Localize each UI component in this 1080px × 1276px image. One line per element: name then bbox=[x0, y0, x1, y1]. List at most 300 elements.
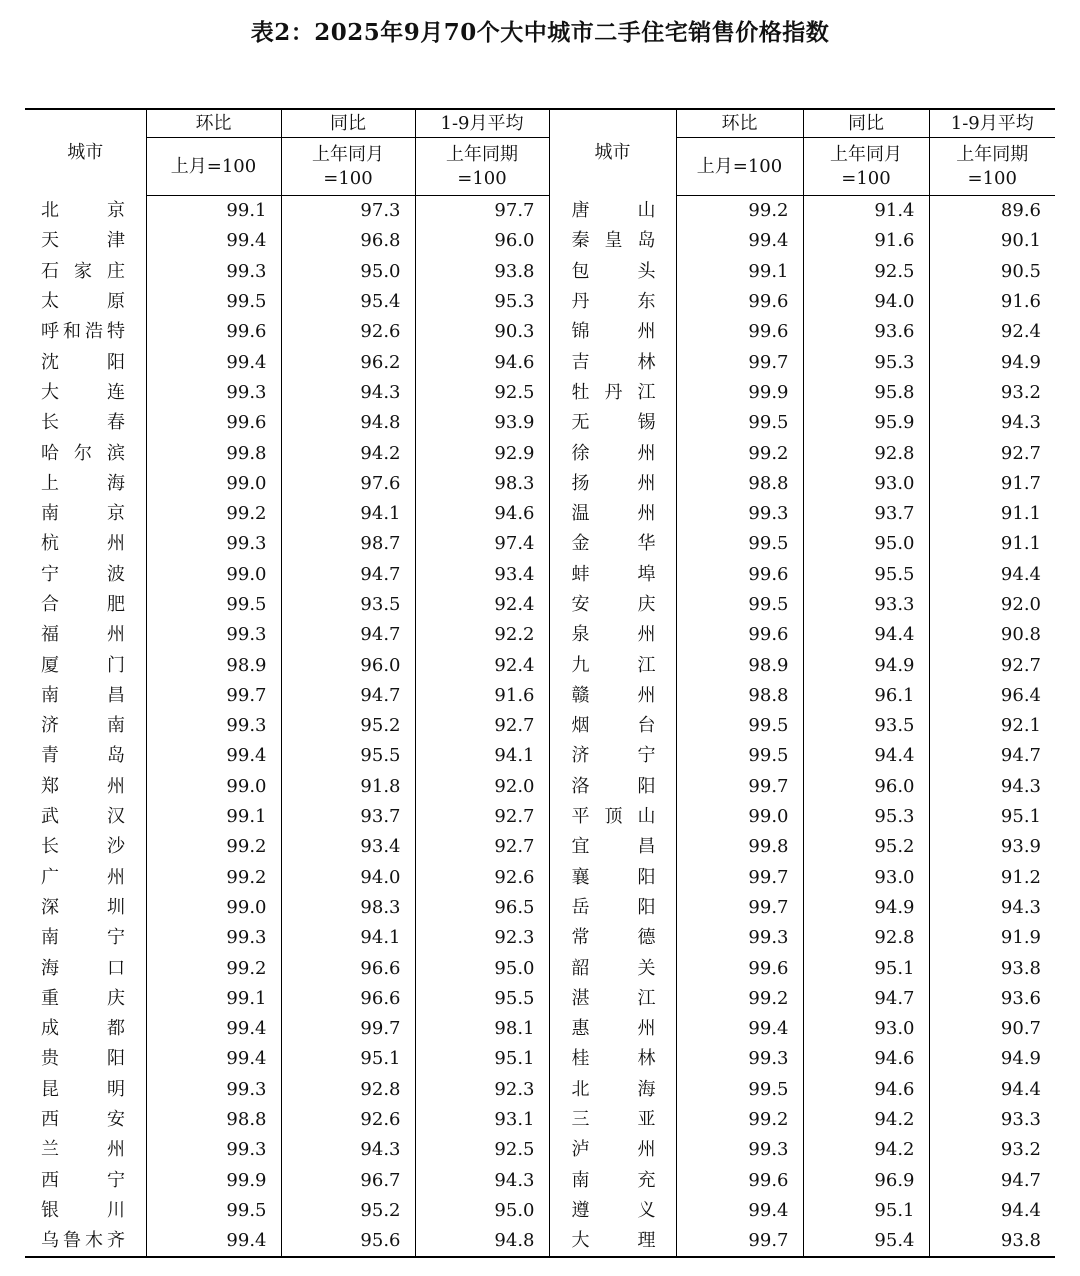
city-char: 肥 bbox=[107, 594, 125, 615]
header-yoy-base-line1: 上年同月 bbox=[312, 143, 384, 165]
city-char: 济 bbox=[571, 745, 590, 767]
city-cell bbox=[25, 1075, 146, 1105]
city-char: 台 bbox=[637, 715, 656, 737]
city-name bbox=[41, 1014, 125, 1044]
city-char: 口 bbox=[107, 957, 125, 979]
mom-cell: 99.1 bbox=[146, 196, 281, 227]
mom-cell: 99.0 bbox=[146, 772, 281, 802]
yoy-cell: 94.7 bbox=[281, 681, 415, 711]
avg-cell-2: 96.4 bbox=[929, 681, 1055, 711]
avg-cell: 98.3 bbox=[415, 469, 549, 499]
city-cell-2 bbox=[549, 196, 676, 227]
city-char: 郑 bbox=[41, 775, 59, 797]
page-title: 表2：2025年9月70个大中城市二手住宅销售价格指数 bbox=[250, 19, 830, 46]
header-avg-base-2 bbox=[929, 138, 1055, 196]
table-row bbox=[25, 741, 1055, 771]
mom-cell-2: 99.9 bbox=[676, 378, 803, 408]
city-name bbox=[41, 923, 125, 953]
city-char: 泉 bbox=[571, 624, 590, 646]
avg-cell: 95.5 bbox=[415, 984, 549, 1014]
city-name bbox=[572, 984, 656, 1014]
city-name bbox=[572, 1226, 656, 1256]
mom-cell: 99.5 bbox=[146, 590, 281, 620]
table-row bbox=[25, 620, 1055, 650]
avg-cell: 93.9 bbox=[415, 408, 549, 438]
city-char: 岳 bbox=[571, 896, 590, 918]
mom-cell-2: 99.3 bbox=[676, 1044, 803, 1074]
mom-cell: 99.3 bbox=[146, 1135, 281, 1165]
city-char: 泸 bbox=[571, 1139, 590, 1161]
mom-cell-2: 98.8 bbox=[676, 681, 803, 711]
city-name bbox=[41, 560, 125, 590]
yoy-cell-2: 96.1 bbox=[803, 681, 929, 711]
city-char: 韶 bbox=[571, 957, 590, 979]
table-row bbox=[25, 438, 1055, 468]
mom-cell: 99.8 bbox=[146, 438, 281, 468]
city-char: 太 bbox=[41, 291, 59, 313]
city-name bbox=[41, 590, 125, 620]
avg-cell-2: 94.3 bbox=[929, 893, 1055, 923]
city-char: 京 bbox=[107, 199, 125, 221]
city-cell-2 bbox=[549, 1044, 676, 1074]
table-row bbox=[25, 923, 1055, 953]
avg-cell: 93.8 bbox=[415, 257, 549, 287]
city-char: 西 bbox=[41, 1169, 59, 1191]
city-cell bbox=[25, 620, 146, 650]
yoy-cell: 94.7 bbox=[281, 620, 415, 650]
table-row bbox=[25, 1105, 1055, 1135]
city-name bbox=[41, 196, 125, 226]
city-char: 上 bbox=[41, 472, 59, 494]
city-char: 德 bbox=[637, 927, 656, 949]
city-char: 昌 bbox=[637, 836, 656, 858]
avg-cell-2: 95.1 bbox=[929, 802, 1055, 832]
city-name bbox=[41, 681, 125, 711]
avg-cell: 92.4 bbox=[415, 590, 549, 620]
city-cell-2 bbox=[549, 529, 676, 559]
mom-cell: 99.4 bbox=[146, 1014, 281, 1044]
mom-cell-2: 99.2 bbox=[676, 438, 803, 468]
city-char: 宁 bbox=[107, 1169, 125, 1191]
yoy-cell: 96.6 bbox=[281, 984, 415, 1014]
table-row bbox=[25, 1135, 1055, 1165]
city-char: 济 bbox=[41, 715, 59, 737]
table-row bbox=[25, 681, 1055, 711]
yoy-cell-2: 91.6 bbox=[803, 226, 929, 256]
city-char: 理 bbox=[637, 1230, 656, 1252]
city-char: 蚌 bbox=[571, 563, 590, 585]
table-row bbox=[25, 802, 1055, 832]
avg-cell-2: 93.2 bbox=[929, 1135, 1055, 1165]
city-char: 岛 bbox=[637, 230, 656, 252]
city-cell-2 bbox=[549, 1014, 676, 1044]
city-name bbox=[572, 287, 656, 317]
table-row bbox=[25, 984, 1055, 1014]
city-char: 南 bbox=[41, 503, 59, 525]
city-char: 桂 bbox=[571, 1048, 590, 1070]
city-char: 沙 bbox=[107, 836, 125, 858]
mom-cell-2: 99.6 bbox=[676, 287, 803, 317]
mom-cell: 99.4 bbox=[146, 347, 281, 377]
yoy-cell: 98.7 bbox=[281, 529, 415, 559]
city-char: 浩 bbox=[85, 321, 103, 343]
city-char: 江 bbox=[637, 654, 656, 676]
header-city: 城市 bbox=[25, 109, 146, 196]
city-char: 锡 bbox=[637, 412, 656, 434]
city-char: 海 bbox=[107, 472, 125, 494]
city-char: 石 bbox=[41, 260, 59, 282]
mom-cell: 99.5 bbox=[146, 287, 281, 317]
header-mom-base-2: 上月=100 bbox=[676, 138, 803, 196]
table-row bbox=[25, 499, 1055, 529]
city-char: 川 bbox=[107, 1199, 125, 1221]
mom-cell-2: 99.6 bbox=[676, 560, 803, 590]
yoy-cell: 98.3 bbox=[281, 893, 415, 923]
city-char: 九 bbox=[571, 654, 590, 676]
city-char: 齐 bbox=[107, 1230, 125, 1252]
city-name bbox=[572, 741, 656, 771]
city-name bbox=[572, 469, 656, 499]
city-char: 武 bbox=[41, 806, 59, 828]
mom-cell-2: 99.5 bbox=[676, 741, 803, 771]
city-cell-2 bbox=[549, 1105, 676, 1135]
city-cell bbox=[25, 1166, 146, 1196]
city-char: 义 bbox=[637, 1199, 656, 1221]
city-cell-2 bbox=[549, 681, 676, 711]
city-name bbox=[572, 1135, 656, 1165]
city-char: 宁 bbox=[637, 745, 656, 767]
yoy-cell: 93.7 bbox=[281, 802, 415, 832]
city-name bbox=[41, 1196, 125, 1226]
city-char: 平 bbox=[571, 806, 590, 828]
city-name bbox=[41, 954, 125, 984]
city-name bbox=[41, 711, 125, 741]
mom-cell-2: 99.7 bbox=[676, 347, 803, 377]
table-row bbox=[25, 196, 1055, 227]
city-name bbox=[572, 651, 656, 681]
city-name bbox=[41, 651, 125, 681]
avg-cell-2: 93.8 bbox=[929, 953, 1055, 983]
mom-cell: 99.2 bbox=[146, 953, 281, 983]
mom-cell: 99.1 bbox=[146, 802, 281, 832]
yoy-cell: 92.6 bbox=[281, 1105, 415, 1135]
city-name bbox=[41, 893, 125, 923]
table-row bbox=[25, 832, 1055, 862]
table-body bbox=[25, 196, 1055, 1258]
city-char: 北 bbox=[41, 199, 59, 221]
yoy-cell-2: 94.9 bbox=[803, 893, 929, 923]
mom-cell-2: 99.2 bbox=[676, 196, 803, 227]
city-cell-2 bbox=[549, 257, 676, 287]
mom-cell: 99.6 bbox=[146, 317, 281, 347]
city-cell-2 bbox=[549, 317, 676, 347]
city-name bbox=[572, 560, 656, 590]
mom-cell: 99.0 bbox=[146, 893, 281, 923]
mom-cell-2: 99.6 bbox=[676, 953, 803, 983]
city-char: 木 bbox=[85, 1230, 103, 1252]
city-char: 宜 bbox=[571, 836, 590, 858]
city-cell bbox=[25, 802, 146, 832]
yoy-cell-2: 94.9 bbox=[803, 650, 929, 680]
city-cell bbox=[25, 1196, 146, 1226]
city-char: 家 bbox=[74, 260, 92, 282]
mom-cell: 99.3 bbox=[146, 1075, 281, 1105]
yoy-cell: 95.6 bbox=[281, 1226, 415, 1257]
city-cell-2 bbox=[549, 953, 676, 983]
city-name bbox=[41, 741, 125, 771]
yoy-cell-2: 94.6 bbox=[803, 1075, 929, 1105]
city-cell-2 bbox=[549, 438, 676, 468]
city-char: 东 bbox=[637, 291, 656, 313]
avg-cell-2: 93.8 bbox=[929, 1226, 1055, 1257]
yoy-cell-2: 94.2 bbox=[803, 1135, 929, 1165]
city-char: 阳 bbox=[637, 866, 656, 888]
city-cell bbox=[25, 378, 146, 408]
table-row bbox=[25, 317, 1055, 347]
city-char: 州 bbox=[637, 472, 656, 494]
city-char: 埠 bbox=[637, 563, 656, 585]
yoy-cell-2: 94.0 bbox=[803, 287, 929, 317]
city-char: 宁 bbox=[41, 563, 59, 585]
city-char: 扬 bbox=[571, 472, 590, 494]
city-cell-2 bbox=[549, 863, 676, 893]
city-name bbox=[41, 1166, 125, 1196]
avg-cell: 95.0 bbox=[415, 953, 549, 983]
city-cell bbox=[25, 1105, 146, 1135]
yoy-cell: 96.8 bbox=[281, 226, 415, 256]
avg-cell-2: 89.6 bbox=[929, 196, 1055, 227]
yoy-cell: 96.7 bbox=[281, 1166, 415, 1196]
avg-cell-2: 94.9 bbox=[929, 347, 1055, 377]
city-char: 南 bbox=[107, 715, 125, 737]
table-row bbox=[25, 1226, 1055, 1257]
yoy-cell: 93.4 bbox=[281, 832, 415, 862]
mom-cell-2: 99.5 bbox=[676, 1075, 803, 1105]
mom-cell: 99.9 bbox=[146, 1166, 281, 1196]
city-char: 林 bbox=[637, 351, 656, 373]
city-char: 兰 bbox=[41, 1139, 59, 1161]
city-char: 天 bbox=[41, 230, 59, 252]
city-cell bbox=[25, 590, 146, 620]
table-row bbox=[25, 287, 1055, 317]
city-char: 呼 bbox=[41, 321, 59, 343]
yoy-cell: 92.8 bbox=[281, 1075, 415, 1105]
city-cell bbox=[25, 529, 146, 559]
city-char: 银 bbox=[41, 1199, 59, 1221]
city-name bbox=[41, 1105, 125, 1135]
city-name bbox=[41, 378, 125, 408]
city-char: 三 bbox=[571, 1109, 590, 1131]
city-cell-2 bbox=[549, 1196, 676, 1226]
city-char: 充 bbox=[637, 1169, 656, 1191]
city-char: 原 bbox=[107, 291, 125, 313]
table-row bbox=[25, 1014, 1055, 1044]
city-char: 金 bbox=[571, 533, 590, 555]
city-char: 州 bbox=[107, 866, 125, 888]
city-char: 青 bbox=[41, 745, 59, 767]
mom-cell: 99.6 bbox=[146, 408, 281, 438]
city-char: 乌 bbox=[41, 1230, 59, 1252]
city-char: 岛 bbox=[107, 745, 125, 767]
mom-cell-2: 99.6 bbox=[676, 317, 803, 347]
header-mom: 环比 bbox=[146, 109, 281, 138]
avg-cell-2: 94.7 bbox=[929, 1166, 1055, 1196]
mom-cell-2: 99.7 bbox=[676, 863, 803, 893]
city-char: 安 bbox=[571, 594, 590, 615]
city-name bbox=[41, 620, 125, 650]
city-cell bbox=[25, 287, 146, 317]
city-name bbox=[572, 348, 656, 378]
city-name bbox=[572, 711, 656, 741]
avg-cell-2: 91.2 bbox=[929, 863, 1055, 893]
yoy-cell: 94.3 bbox=[281, 378, 415, 408]
mom-cell-2: 99.3 bbox=[676, 1135, 803, 1165]
avg-cell: 92.7 bbox=[415, 832, 549, 862]
avg-cell: 97.7 bbox=[415, 196, 549, 227]
city-cell-2 bbox=[549, 650, 676, 680]
city-name bbox=[572, 378, 656, 408]
city-cell-2 bbox=[549, 378, 676, 408]
city-name bbox=[572, 863, 656, 893]
city-cell bbox=[25, 1135, 146, 1165]
yoy-cell-2: 93.0 bbox=[803, 863, 929, 893]
avg-cell: 96.0 bbox=[415, 226, 549, 256]
city-char: 顶 bbox=[604, 806, 623, 828]
yoy-cell: 94.8 bbox=[281, 408, 415, 438]
avg-cell: 96.5 bbox=[415, 893, 549, 923]
yoy-cell-2: 95.3 bbox=[803, 347, 929, 377]
header-avg-base-line1: 上年同期 bbox=[446, 143, 518, 165]
table-row bbox=[25, 711, 1055, 741]
city-name bbox=[41, 802, 125, 832]
city-name bbox=[572, 1105, 656, 1135]
yoy-cell: 95.2 bbox=[281, 711, 415, 741]
mom-cell: 99.5 bbox=[146, 1196, 281, 1226]
city-name bbox=[41, 529, 125, 559]
yoy-cell: 95.0 bbox=[281, 257, 415, 287]
city-cell bbox=[25, 196, 146, 227]
yoy-cell: 93.5 bbox=[281, 590, 415, 620]
city-char: 滨 bbox=[107, 442, 125, 464]
avg-cell: 92.3 bbox=[415, 923, 549, 953]
city-char: 温 bbox=[571, 503, 590, 525]
city-char: 西 bbox=[41, 1109, 59, 1131]
city-char: 州 bbox=[637, 442, 656, 464]
mom-cell: 99.3 bbox=[146, 711, 281, 741]
mom-cell-2: 99.7 bbox=[676, 772, 803, 802]
city-char: 安 bbox=[107, 1109, 125, 1131]
avg-cell: 92.4 bbox=[415, 650, 549, 680]
price-index-table bbox=[25, 108, 1055, 1258]
yoy-cell-2: 96.9 bbox=[803, 1166, 929, 1196]
mom-cell: 99.4 bbox=[146, 741, 281, 771]
mom-cell-2: 99.4 bbox=[676, 1014, 803, 1044]
city-char: 州 bbox=[637, 684, 656, 706]
avg-cell: 92.5 bbox=[415, 378, 549, 408]
city-char: 州 bbox=[637, 1139, 656, 1161]
city-char: 南 bbox=[41, 684, 59, 706]
city-cell bbox=[25, 650, 146, 680]
avg-cell-2: 92.7 bbox=[929, 438, 1055, 468]
avg-cell-2: 94.3 bbox=[929, 408, 1055, 438]
city-cell-2 bbox=[549, 1075, 676, 1105]
mom-cell-2: 99.7 bbox=[676, 1226, 803, 1257]
yoy-cell: 94.0 bbox=[281, 863, 415, 893]
city-name bbox=[41, 1135, 125, 1165]
header-avg: 1-9月平均 bbox=[415, 109, 549, 138]
city-cell-2 bbox=[549, 1226, 676, 1257]
mom-cell-2: 99.3 bbox=[676, 499, 803, 529]
mom-cell: 99.3 bbox=[146, 378, 281, 408]
avg-cell-2: 91.1 bbox=[929, 529, 1055, 559]
city-name bbox=[41, 348, 125, 378]
mom-cell: 99.7 bbox=[146, 681, 281, 711]
city-cell bbox=[25, 984, 146, 1014]
city-char: 杭 bbox=[41, 533, 59, 555]
city-char: 庄 bbox=[107, 260, 125, 282]
avg-cell-2: 94.9 bbox=[929, 1044, 1055, 1074]
header-yoy: 同比 bbox=[281, 109, 415, 138]
yoy-cell: 94.3 bbox=[281, 1135, 415, 1165]
city-cell-2 bbox=[549, 802, 676, 832]
yoy-cell: 91.8 bbox=[281, 772, 415, 802]
city-char: 广 bbox=[41, 866, 59, 888]
city-char: 州 bbox=[637, 1018, 656, 1040]
city-name bbox=[41, 226, 125, 256]
yoy-cell-2: 95.0 bbox=[803, 529, 929, 559]
city-cell-2 bbox=[549, 1135, 676, 1165]
yoy-cell: 94.1 bbox=[281, 923, 415, 953]
city-name bbox=[572, 590, 656, 620]
city-name bbox=[41, 439, 125, 469]
city-char: 波 bbox=[107, 563, 125, 585]
table-row bbox=[25, 772, 1055, 802]
city-char: 江 bbox=[637, 987, 656, 1009]
city-cell-2 bbox=[549, 620, 676, 650]
city-cell bbox=[25, 1226, 146, 1257]
avg-cell: 92.7 bbox=[415, 802, 549, 832]
avg-cell: 91.6 bbox=[415, 681, 549, 711]
city-char: 宁 bbox=[107, 927, 125, 949]
city-char: 庆 bbox=[637, 594, 656, 615]
header-yoy-base-2-line2: =100 bbox=[841, 167, 891, 189]
city-name bbox=[41, 1075, 125, 1105]
city-char: 州 bbox=[637, 321, 656, 343]
city-char: 亚 bbox=[637, 1109, 656, 1131]
yoy-cell-2: 94.6 bbox=[803, 1044, 929, 1074]
yoy-cell-2: 94.7 bbox=[803, 984, 929, 1014]
city-char: 连 bbox=[107, 381, 125, 403]
city-cell bbox=[25, 772, 146, 802]
yoy-cell-2: 95.4 bbox=[803, 1226, 929, 1257]
table-row bbox=[25, 863, 1055, 893]
avg-cell-2: 90.7 bbox=[929, 1014, 1055, 1044]
city-char: 州 bbox=[637, 503, 656, 525]
city-char: 皇 bbox=[604, 230, 623, 252]
city-cell bbox=[25, 347, 146, 377]
yoy-cell-2: 95.1 bbox=[803, 1196, 929, 1226]
city-char: 唐 bbox=[571, 199, 590, 221]
city-char: 北 bbox=[571, 1078, 590, 1100]
city-cell-2 bbox=[549, 1166, 676, 1196]
city-char: 江 bbox=[637, 381, 656, 403]
city-name bbox=[572, 681, 656, 711]
city-char: 长 bbox=[41, 412, 59, 434]
city-char: 锦 bbox=[571, 321, 590, 343]
yoy-cell-2: 93.0 bbox=[803, 1014, 929, 1044]
header-yoy-2: 同比 bbox=[803, 109, 929, 138]
header-yoy-base bbox=[281, 138, 415, 196]
